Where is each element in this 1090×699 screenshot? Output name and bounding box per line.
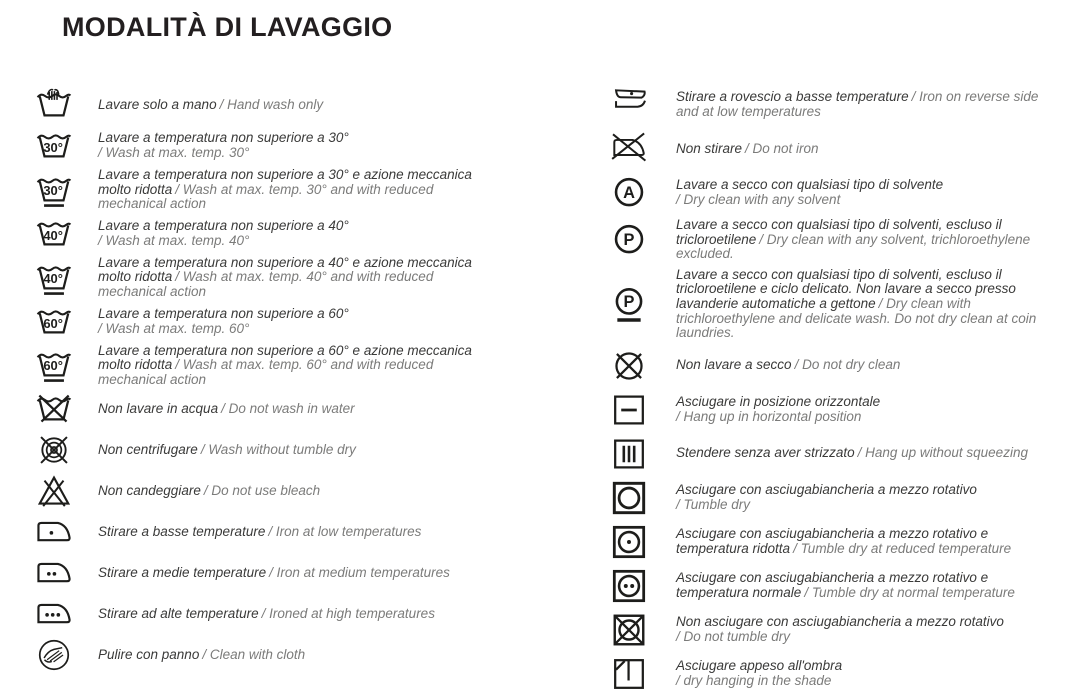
label-english: / Wash at max. temp. 30° and with reduced mechanical action — [98, 181, 434, 212]
drip-dry-icon — [608, 435, 650, 473]
care-row — [30, 636, 486, 674]
care-row — [608, 218, 1056, 262]
svg-text:30°: 30° — [43, 183, 63, 199]
label-italian: Stirare ad alte temperature — [98, 606, 259, 622]
care-row — [30, 215, 486, 253]
do-not-bleach-icon — [30, 472, 78, 510]
clean-with-cloth-icon — [30, 636, 78, 674]
svg-text:P: P — [623, 230, 635, 249]
label-english: / Hang up without squeezing — [857, 445, 1028, 461]
label-italian: Non lavare a secco — [676, 357, 792, 373]
label-italian: Lavare a temperatura non superiore a 30° e azione meccanica molto ridotta — [98, 167, 472, 197]
label-italian: Non candeggiare — [98, 483, 201, 499]
care-row — [30, 431, 486, 469]
label-italian: Lavare a secco con qualsiasi tipo di solventi, escluso il tricloroetilene — [676, 217, 1002, 247]
care-row — [608, 391, 1056, 429]
label-italian: Asciugare con asciugabiancheria a mezzo rotativo — [676, 482, 977, 498]
label-english: / Iron at medium temperatures — [269, 565, 450, 581]
care-row — [30, 168, 486, 212]
label-italian: Non lavare in acqua — [98, 401, 219, 417]
label-italian: Lavare a temperatura non superiore a 60° e azione meccanica molto ridotta — [98, 342, 472, 373]
care-row — [30, 472, 486, 510]
label-english: / Tumble dry at reduced temperature — [793, 540, 1012, 556]
iron-high-temperature-icon — [30, 595, 78, 633]
label-italian: Stirare a rovescio a basse temperature — [676, 89, 909, 105]
label-italian: Non stirare — [676, 140, 743, 156]
do-not-tumble-dry-icon — [608, 611, 650, 649]
label-italian: Non asciugare con asciugabiancheria a mezzo rotativo — [676, 614, 1004, 630]
iron-low-temperature-icon — [30, 513, 78, 551]
svg-text:30°: 30° — [43, 140, 63, 156]
wash-30-icon — [30, 127, 78, 165]
wash-60-reduced-icon — [30, 346, 78, 384]
care-row — [30, 513, 486, 551]
label-italian: Stirare a medie temperature — [98, 565, 267, 581]
label-english: / Iron at low temperatures — [268, 524, 422, 540]
label-english: / Do not tumble dry — [676, 628, 791, 644]
care-row — [608, 523, 1056, 561]
label-italian: Asciugare in posizione orizzontale — [676, 394, 881, 410]
care-row — [608, 567, 1056, 605]
hand-wash-icon — [30, 86, 78, 124]
label-english: / Iron on reverse side and at low temperatures — [676, 89, 1039, 119]
label-italian: Lavare a temperatura non superiore a 40° e azione meccanica molto ridotta — [98, 254, 472, 285]
care-row — [608, 611, 1056, 649]
label-english: / Wash without tumble dry — [200, 442, 356, 458]
care-row — [30, 390, 486, 428]
label-english: / Wash at max. temp. 30° — [98, 145, 250, 160]
label-italian: Asciugare con asciugabiancheria a mezzo rotativo e temperatura normale — [676, 570, 989, 600]
wash-30-reduced-icon — [30, 171, 78, 209]
label-english: / Wash at max. temp. 40° — [98, 232, 250, 248]
label-italian: Lavare a temperatura non superiore a 40° — [98, 218, 349, 234]
label-english: / Dry clean with trichloroethylene and delicate wash. Do not dry clean at coin laundries. — [676, 295, 1037, 341]
right-column — [608, 86, 1056, 699]
label-english: / Clean with cloth — [202, 647, 306, 663]
label-italian: Lavare a temperatura non superiore a 30° — [98, 130, 349, 146]
page-title: MODALITÀ DI LAVAGGIO — [62, 12, 393, 42]
label-italian: Lavare a temperatura non superiore a 60° — [98, 305, 349, 321]
label-italian: Lavare a secco con qualsiasi tipo di solventi, escluso il tricloroetilene e ciclo delicato. Non lavare a secco presso lavanderie automatiche a gettone — [676, 266, 1016, 311]
dry-clean-any-solvent-icon — [608, 174, 650, 212]
care-row — [608, 479, 1056, 517]
dry-in-shade-icon — [608, 655, 650, 693]
label-english: / Dry clean with any solvent, trichloroethylene excluded. — [676, 231, 1031, 262]
care-row — [30, 127, 486, 165]
label-italian: Lavare solo a mano — [98, 96, 217, 112]
care-row — [608, 655, 1056, 693]
dry-clean-no-trichloroethylene-icon — [608, 221, 650, 259]
iron-reverse-side-icon — [608, 86, 650, 124]
dry-flat-icon — [608, 391, 650, 429]
wash-40-icon — [30, 215, 78, 253]
label-english: / Dry clean with any solvent — [676, 192, 841, 207]
tumble-dry-icon — [608, 479, 650, 517]
do-not-wash-icon — [30, 390, 78, 428]
svg-text:A: A — [623, 183, 635, 202]
label-english: / Ironed at high temperatures — [261, 606, 435, 622]
label-english: / Tumble dry at normal temperature — [804, 584, 1015, 600]
care-row — [608, 435, 1056, 473]
care-row — [608, 268, 1056, 341]
care-row — [30, 303, 486, 341]
label-english: / Do not dry clean — [794, 357, 901, 373]
svg-text:40°: 40° — [43, 227, 63, 243]
label-english: / Hand wash only — [219, 96, 324, 112]
wash-40-reduced-icon — [30, 259, 78, 297]
label-italian: Pulire con panno — [98, 647, 200, 663]
label-italian: Stirare a basse temperature — [98, 524, 266, 540]
dry-clean-delicate-icon — [608, 285, 650, 323]
label-english: / Do not use bleach — [203, 483, 321, 499]
do-not-spin-icon — [30, 431, 78, 469]
care-row — [30, 86, 486, 124]
label-italian: Asciugare appeso all'ombra — [676, 658, 843, 674]
label-italian: Stendere senza aver strizzato — [676, 445, 855, 461]
iron-medium-temperature-icon — [30, 554, 78, 592]
care-row — [30, 256, 486, 300]
label-english: / Wash at max. temp. 40° and with reduced mechanical action — [98, 269, 434, 299]
svg-text:P: P — [623, 293, 635, 312]
care-row — [608, 174, 1056, 212]
label-english: / Wash at max. temp. 60° — [98, 320, 250, 336]
label-italian: Asciugare con asciugabiancheria a mezzo rotativo e temperatura ridotta — [676, 526, 989, 556]
care-row — [30, 554, 486, 592]
tumble-dry-reduced-icon — [608, 523, 650, 561]
svg-text:60°: 60° — [43, 358, 63, 374]
care-row — [608, 130, 1056, 168]
wash-60-icon — [30, 303, 78, 341]
label-italian: Lavare a secco con qualsiasi tipo di solvente — [676, 177, 944, 193]
label-english: / Wash at max. temp. 60° and with reduced mechanical action — [98, 357, 434, 387]
label-english: / Tumble dry — [676, 496, 751, 512]
label-english: / Do not iron — [745, 140, 819, 156]
do-not-iron-icon — [608, 130, 650, 168]
do-not-dry-clean-icon — [608, 347, 650, 385]
tumble-dry-normal-icon — [608, 567, 650, 605]
svg-text:40°: 40° — [43, 270, 63, 286]
care-row — [30, 344, 486, 388]
label-english: / Hang up in horizontal position — [676, 408, 862, 424]
care-row — [608, 347, 1056, 385]
left-column — [30, 86, 486, 677]
svg-text:60°: 60° — [43, 315, 63, 331]
label-english: / dry hanging in the shade — [676, 672, 832, 688]
care-row — [608, 86, 1056, 124]
label-italian: Non centrifugare — [98, 442, 198, 458]
care-row — [30, 595, 486, 633]
label-english: / Do not wash in water — [221, 401, 355, 417]
